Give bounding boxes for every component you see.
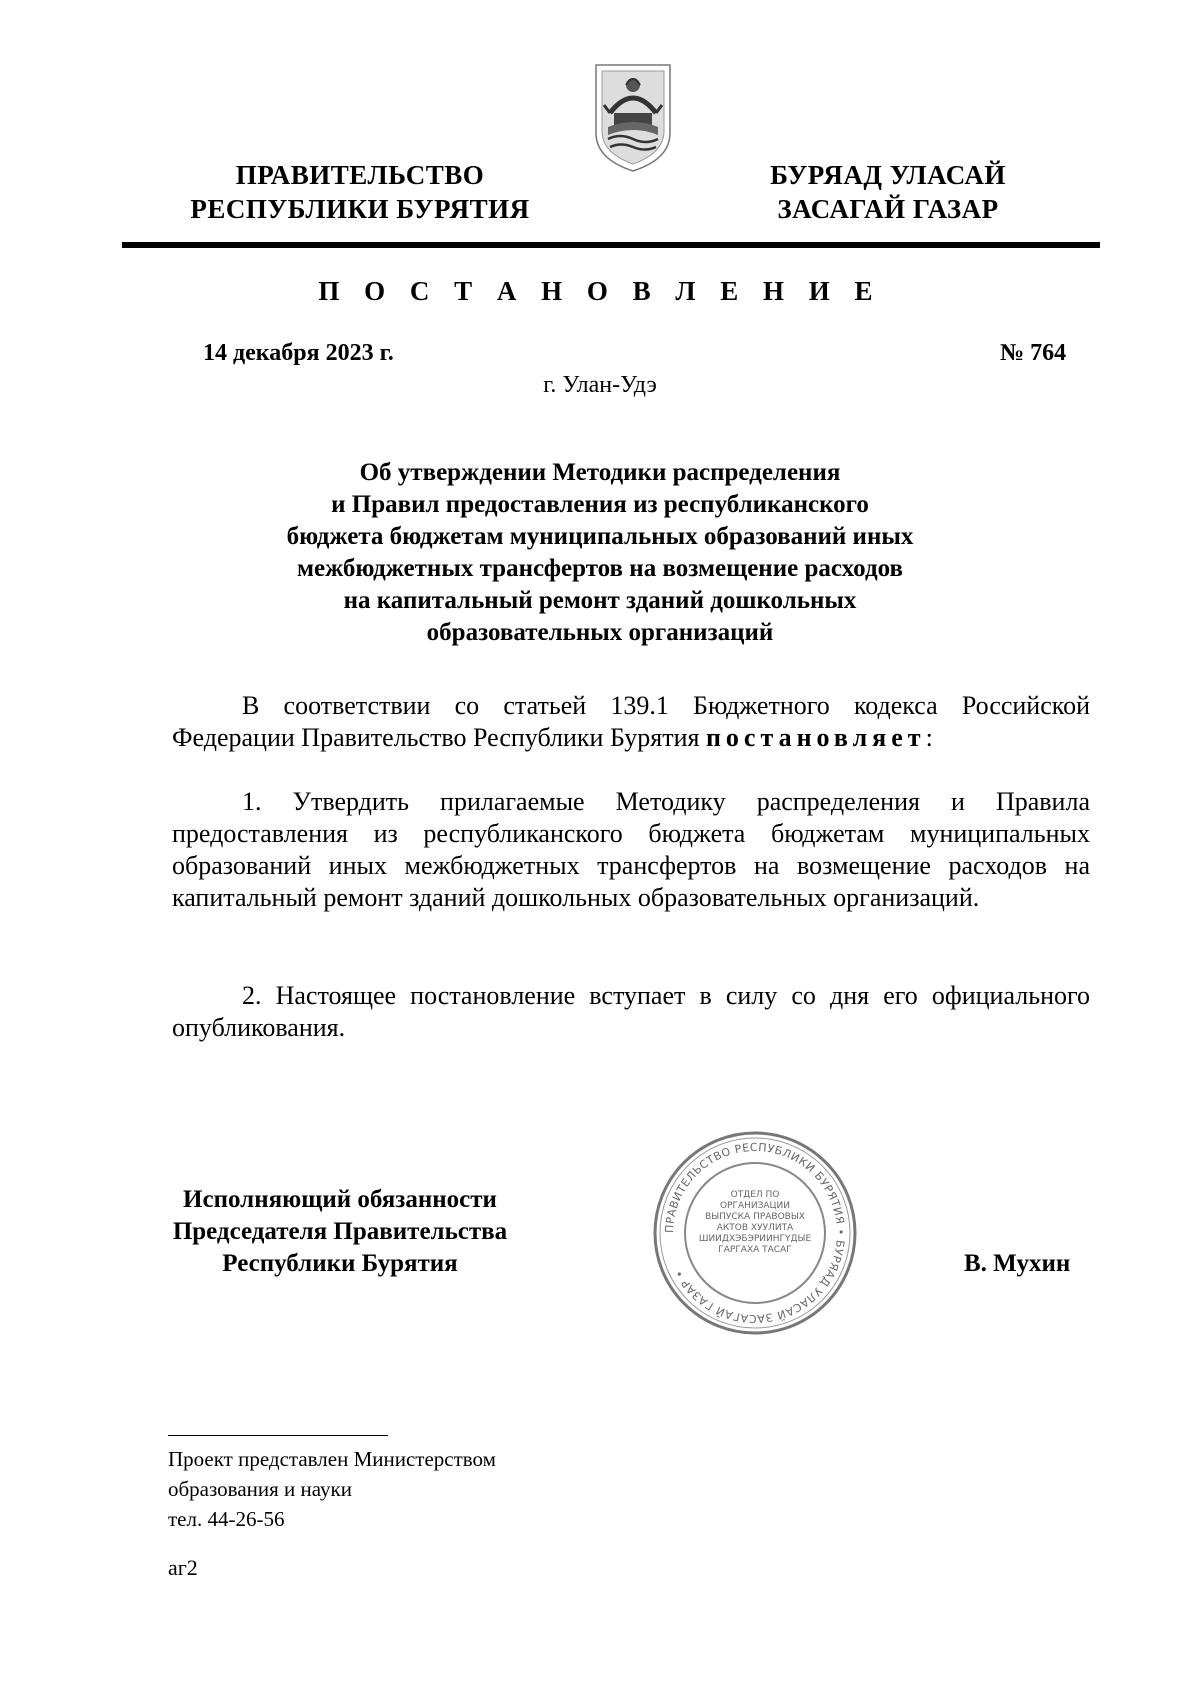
signer-name: В. Мухин	[964, 1250, 1071, 1277]
footnote-divider	[168, 1435, 388, 1436]
clause-2	[172, 980, 1090, 1044]
header-left-line2: РЕСПУБЛИКИ БУРЯТИЯ	[190, 194, 530, 224]
signer-title-line2: Председателя Правительства	[172, 1218, 508, 1245]
document-date: 14 декабря 2023 г.	[203, 340, 394, 366]
clause-1-text: 1. Утвердить прилагаемые Методику распределения и Правила предоставления из республиканского бюджета бюджетам муниципальных образований иных межбюджетных трансфертов на возмещение расходов на капитальный ремонт зданий дошкольных образовательных организаций.	[172, 787, 1090, 912]
title-line: бюджета бюджетам муниципальных образований иных	[286, 523, 914, 550]
clause-2-text: 2. Настоящее постановление вступает в силу со дня его официального опубликования.	[172, 981, 1090, 1042]
signer-position	[140, 1184, 540, 1280]
document-city: г. Улан-Удэ	[543, 372, 657, 398]
resolves-word: постановляет	[705, 723, 926, 752]
header-right-buryat	[738, 158, 1038, 226]
document-code: аг2	[168, 1555, 198, 1580]
title-line: образовательных организаций	[426, 619, 774, 646]
header-left-line1: ПРАВИТЕЛЬСТВО	[235, 160, 485, 190]
title-line: межбюджетных трансфертов на возмещение расходов	[297, 555, 903, 582]
document-number: № 764	[1000, 340, 1067, 366]
clause-1	[172, 786, 1090, 914]
seal-inner-text: ОТДЕЛ ПО ОРГАНИЗАЦИИ ВЫПУСКА ПРАВОВЫХ АКТОВ ХУУЛИТА ШИИДХЭБЭРИИНГҮДЫЕ ГАРГАХА ТАСАГ	[698, 1190, 812, 1255]
official-seal-icon	[650, 1128, 860, 1338]
preamble-tail: :	[925, 723, 933, 752]
coat-of-arms-icon	[588, 55, 678, 175]
header-right-line1: БУРЯАД УЛАСАЙ	[770, 160, 1006, 190]
preamble-text: В соответствии со статьей 139.1 Бюджетного кодекса Российской Федерации Правительство Республики Бурятия	[172, 691, 1090, 752]
footnote	[168, 1444, 496, 1534]
preamble-paragraph	[172, 690, 1090, 754]
header-right-line2: ЗАСАГАЙ ГАЗАР	[777, 194, 999, 224]
footnote-phone: тел. 44-26-56	[168, 1507, 285, 1531]
title-line: и Правил предоставления из республиканского	[331, 491, 869, 518]
header-left-russian	[160, 158, 560, 226]
signer-title-line3: Республики Бурятия	[222, 1250, 458, 1277]
seal-outer-text: ПРАВИТЕЛЬСТВО РЕСПУБЛИКИ БУРЯТИЯ • БУРЯАД УЛАСАЙ ЗАСАГАЙ ГАЗАР •	[662, 1140, 848, 1326]
header-divider	[122, 242, 1100, 248]
title-line: Об утверждении Методики распределения	[359, 459, 841, 486]
document-title	[200, 457, 1000, 649]
title-line: на капитальный ремонт зданий дошкольных	[343, 587, 857, 614]
signer-title-line1: Исполняющий обязанности	[183, 1186, 497, 1213]
footnote-line2: образования и науки	[168, 1477, 352, 1501]
footnote-line1: Проект представлен Министерством	[168, 1447, 496, 1471]
document-type: П О С Т А Н О В Л Е Н И Е	[318, 276, 882, 306]
